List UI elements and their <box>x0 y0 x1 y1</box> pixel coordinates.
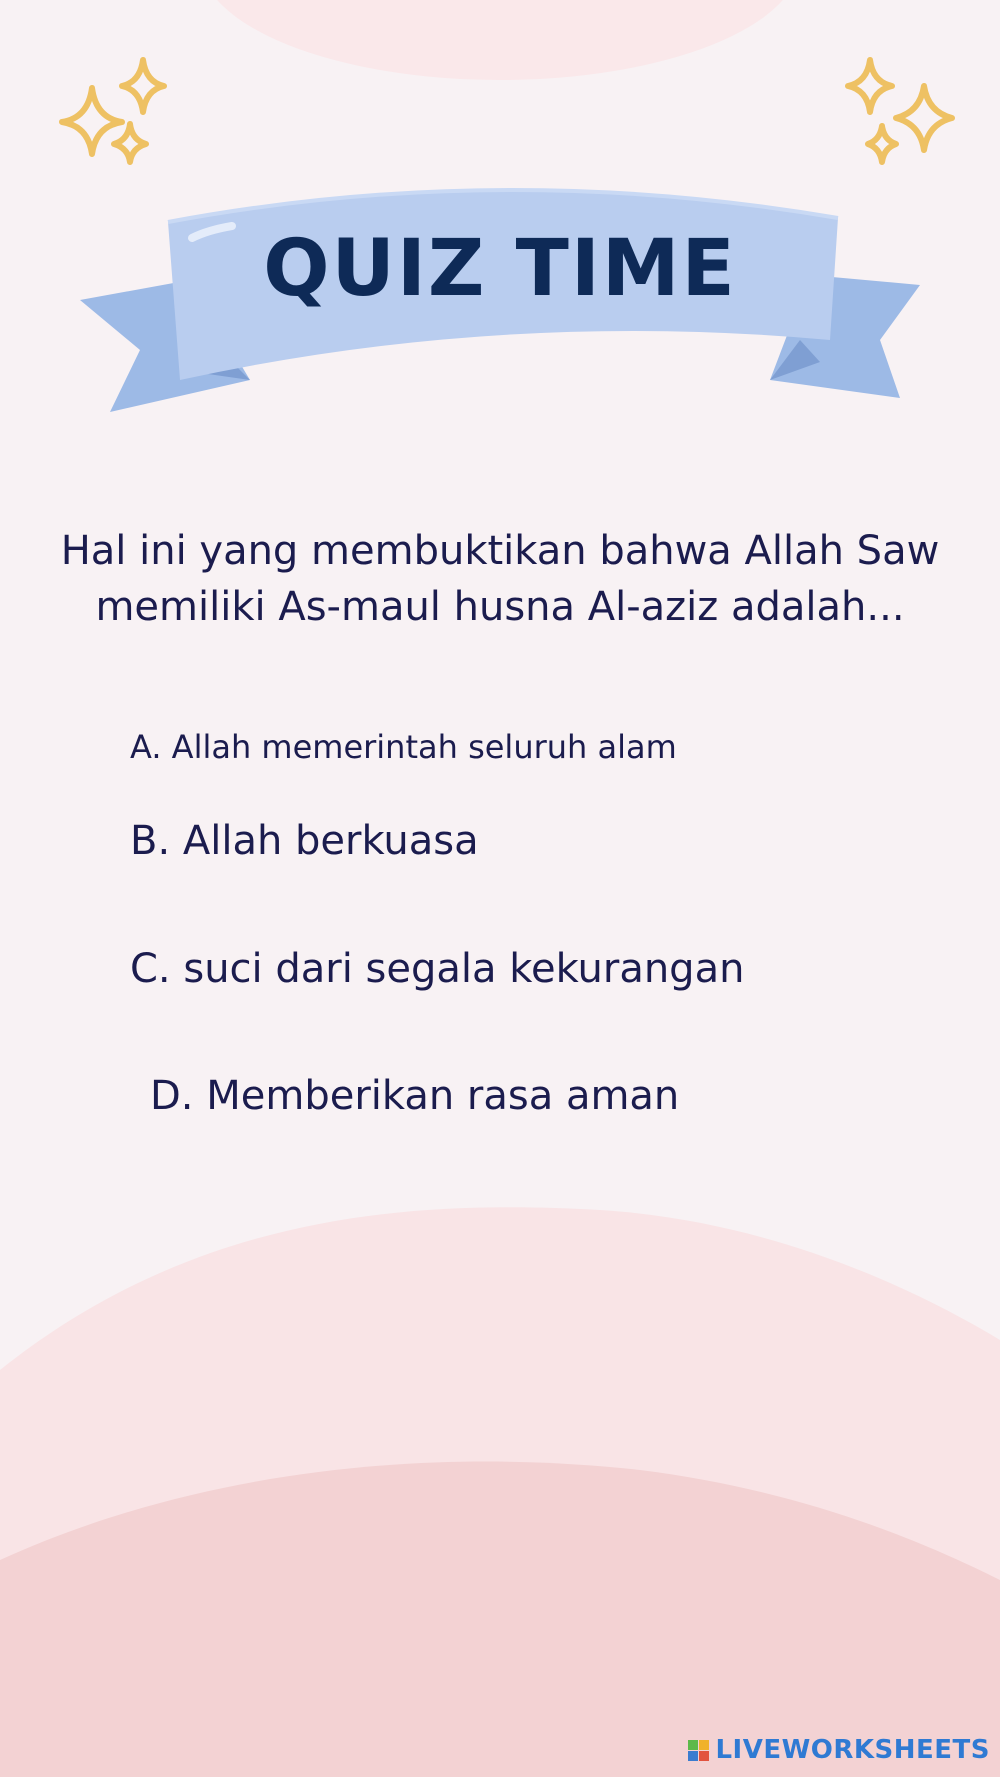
brand-name: LIVEWORKSHEETS <box>715 1735 990 1765</box>
liveworksheets-brand <box>688 1735 990 1765</box>
answer-option-b[interactable]: B. Allah berkuasa <box>130 818 479 864</box>
answer-option-d[interactable]: D. Memberikan rasa aman <box>150 1073 680 1119</box>
question-text: Hal ini yang membuktikan bahwa Allah Saw memiliki As-maul husna Al-aziz adalah... <box>60 528 940 630</box>
answer-option-c[interactable]: C. suci dari segala kekurangan <box>130 946 745 992</box>
banner-title: QUIZ TIME <box>263 224 737 314</box>
liveworksheets-logo-icon <box>688 1740 709 1761</box>
answer-option-a[interactable]: A. Allah memerintah seluruh alam <box>130 728 677 766</box>
